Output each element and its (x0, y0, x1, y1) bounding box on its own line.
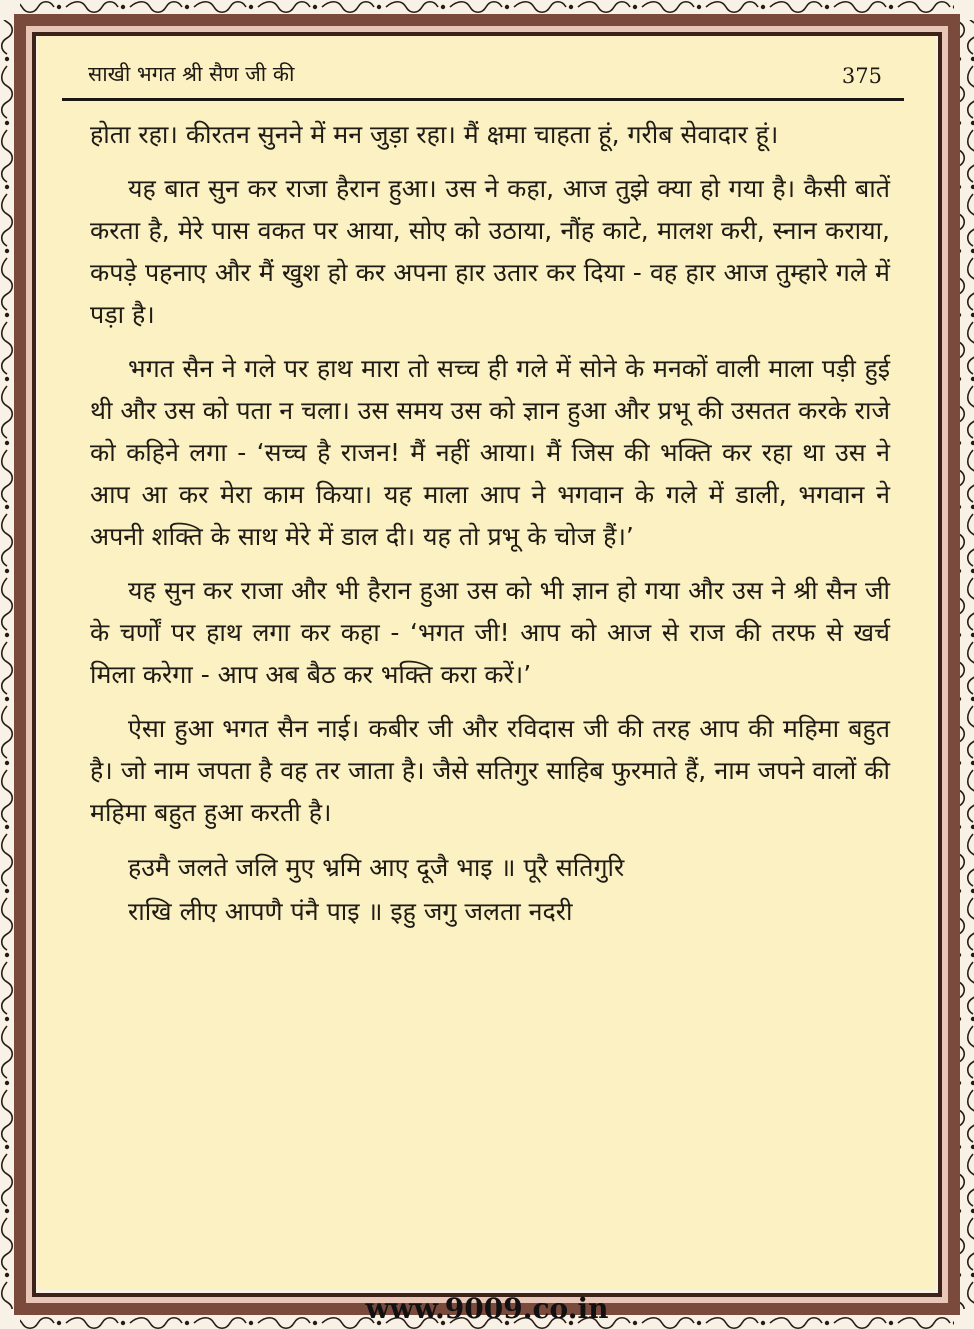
verse-line: हउमै जलते जलि मुए भ्रमि आए दूजै भाइ ॥ पूरै सतिगुरि (128, 853, 625, 882)
footer-bar (0, 1283, 974, 1329)
header-rule (62, 98, 904, 101)
paragraph: यह सुन कर राजा और भी हैरान हुआ उस को भी ज्ञान हो गया और उस ने श्री सैन जी के चर्णों पर हाथ लगा कर कहा - ‘भगत जी! आप को आज से राज की तरफ से खर्च मिला करेगा - आप अब बैठ कर भक्ति करा करें।’ (90, 576, 890, 689)
verse-block (128, 846, 890, 934)
verse-line: राखि लीए आपणै पंनै पाइ ॥ इहु जगु जलता नदरी (128, 897, 573, 926)
book-page (38, 36, 936, 1290)
running-title: साखी भगत श्री सैण जी की (88, 62, 295, 86)
footer-website-link[interactable]: www.9009.co.in (365, 1292, 609, 1325)
running-header (60, 56, 906, 96)
paragraph: ऐसा हुआ भगत सैन नाई। कबीर जी और रविदास जी की तरह आप की महिमा बहुत है। जो नाम जपता है वह तर जाता है। जैसे सतिगुर साहिब फुरमाते हैं, नाम जपने वालों की महिमा बहुत हुआ करती है। (90, 714, 890, 827)
paragraph: भगत सैन ने गले पर हाथ मारा तो सच्च ही गले में सोने के मनकों वाली माला पड़ी हुई थी और उस को पता न चला। उस समय उस को ज्ञान हुआ और प्रभू की उसतत करके राजे को कहिने लगा - ‘सच्च है राजन! मैं नहीं आया। मैं जिस की भक्ति कर रहा था उस ने आप आ कर मेरा काम किया। यह माला आप ने भगवान के गले में डाली, भगवान ने अपनी शक्ति के साथ मेरे में डाल दी। यह तो प्रभू के चोज हैं।’ (90, 354, 890, 551)
paragraph: होता रहा। कीरतन सुनने में मन जुड़ा रहा। मैं क्षमा चाहता हूं, गरीब सेवादार हूं। (90, 120, 779, 149)
body-text (90, 114, 890, 934)
paragraph: यह बात सुन कर राजा हैरान हुआ। उस ने कहा, आज तुझे क्या हो गया है। कैसी बातें करता है, मेरे पास वकत पर आया, सोए को उठाया, नौंह काटे, मालश करी, स्नान कराया, कपड़े पहनाए और मैं खुश हो कर अपना हार उतार कर दिया - वह हार आज तुम्हारे गले में पड़ा है। (90, 174, 890, 329)
page-number: 375 (841, 64, 882, 88)
